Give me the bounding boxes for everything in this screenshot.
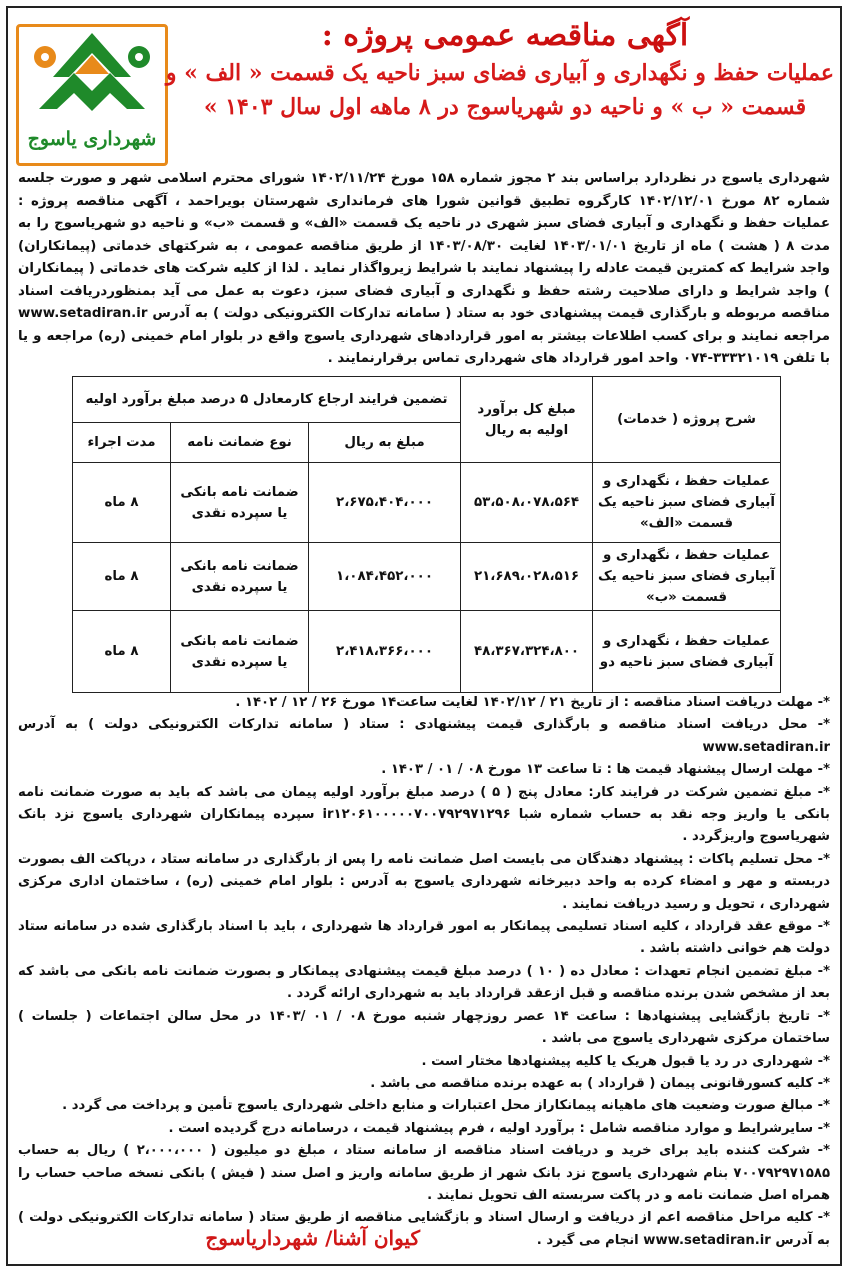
table-row [73, 463, 781, 543]
clause-item: *- مبالغ صورت وضعیت های ماهیانه پیمانکاراز محل اعتبارات و منابع داخلی شهرداری یاسوج تأمین و پرداخت می گردد . [62, 1098, 830, 1114]
logo-text: شهرداری یاسوج [27, 128, 157, 150]
header [8, 8, 840, 166]
tender-table [72, 376, 781, 693]
clause-item: *- مهلت دریافت اسناد مناقصه : از تاریخ ۲۱ / ۱۴۰۲/۱۲ لغایت ساعت۱۴ مورخ ۲۶ / ۱۲ / ۱۴۰۲ . [235, 695, 830, 710]
advertisement-page [6, 6, 842, 1266]
cell-guarantee-type: ضمانت نامه بانکی یا سپرده نقدی [171, 463, 309, 543]
clause-item: *- مهلت ارسال پیشنهاد قیمت ها : تا ساعت ۱۳ مورخ ۰۸ / ۰۱ / ۱۴۰۳ . [381, 762, 830, 778]
cell-duration: ۸ ماه [73, 463, 171, 543]
clause-item: *- سایرشرایط و موارد مناقصه شامل : برآورد اولیه ، فرم پیشنهاد قیمت ، درسامانه درج گردیده است . [168, 1120, 830, 1136]
cell-amount: ۱،۰۸۴،۴۵۲،۰۰۰ [309, 543, 461, 611]
header-description: شرح پروژه ( خدمات) [593, 377, 781, 463]
cell-estimate: ۴۸،۳۶۷،۳۲۴،۸۰۰ [461, 611, 593, 693]
title-block [165, 16, 834, 124]
clause-item: *- محل تسلیم پاکات : پیشنهاد دهندگان می بایست اصل ضمانت نامه را پس از بارگذاری در سامانه ستاد ، درپاکت الف بصورت دربسته و مهر و امضاء کرده به واحد دبیرخانه شهرداری یاسوج به آدرس : بلوار امام خمینی (ره) ، ساختمان اداری مرکزی شهرداری ، تحویل و رسید دریافت نمایند . [18, 851, 830, 912]
header-estimate: مبلغ کل برآورد اولیه به ریال [461, 377, 593, 463]
conditions-list [18, 692, 830, 1252]
header-guarantee-type: نوع ضمانت نامه [171, 423, 309, 463]
header-amount: مبلغ به ریال [309, 423, 461, 463]
cell-guarantee-type: ضمانت نامه بانکی یا سپرده نقدی [171, 611, 309, 693]
cell-estimate: ۲۱،۶۸۹،۰۲۸،۵۱۶ [461, 543, 593, 611]
cell-duration: ۸ ماه [73, 611, 171, 693]
cell-description: عملیات حفظ ، نگهداری و آبیاری فضای سبز ناحیه دو [593, 611, 781, 693]
table-row [73, 543, 781, 611]
clause-item: *- مبلغ تضمین شرکت در فرایند کار: معادل پنج ( ۵ ) درصد مبلغ برآورد اولیه پیمان می باشد که باید به صورت ضمانت نامه بانکی یا واریز وجه نقد به حساب شماره شبا ir۱۲۰۶۱۰۰۰۰۰۷۰۰۷۹۲۹۷۱۲۹۶ سپرده پیمانکاران شهرداری یاسوج نزد بانک شهریاسوج واریزگردد . [18, 784, 830, 845]
intro-paragraph: شهرداری یاسوج در نظردارد براساس بند ۲ مجوز شماره ۱۵۸ مورخ ۱۴۰۲/۱۱/۲۴ شورای محترم اسلامی شهر و صورت جلسه شماره ۸۲ مورخ ۱۴۰۲/۱۲/۰۱ کارگروه تطبیق قوانین شورا های فرمانداری شهرستان بویراحمد ، آگهی مناقصه پروژه : عملیات حفظ و نگهداری و آبیاری فضای سبز شهری در ناحیه یک قسمت «الف» و قسمت «ب» و ناحیه دو شهریاسوج را به مدت ۸ ( هشت ) ماه از تاریخ ۱۴۰۳/۰۱/۰۱ لغایت ۱۴۰۳/۰۸/۳۰ از طریق مناقصه عمومی ، به شرکتهای خدماتی (پیمانکاران) واجد شرایط که کمترین قیمت عادله را پیشنهاد نمایند با شرایط زیرواگذار نماید . لذا از کلیه شرکت های خدماتی ( پیمانکاران ) واجد شرایط و دارای صلاحیت رشته حفظ و نگهداری و آبیاری فضای سبز، دعوت به عمل می آید بمنظوردریافت اسناد مناقصه مربوطه و بارگذاری قیمت پیشنهادی خود به ستاد ( سامانه تدارکات الکترونیکی دولت ) به آدرس www.setadiran.ir مراجعه نمایند و برای کسب اطلاعات بیشتر به امور قراردادهای شهرداری یاسوج واقع در بلوار امام خمینی (ره) مراجعه و یا با تلفن ۳۳۳۲۱۰۱۹-۰۷۴ واحد امور قرارداد های شهرداری تماس برقرارنمایند . [18, 171, 831, 366]
subtitle-line-2: قسمت « ب » و ناحیه دو شهریاسوج در ۸ ماهه اول سال ۱۴۰۳ » [203, 94, 807, 120]
footer-signature: کیوان آشنا/ شهرداریاسوج [205, 1226, 420, 1250]
cell-estimate: ۵۳،۵۰۸،۰۷۸،۵۶۴ [461, 463, 593, 543]
table-row [73, 611, 781, 693]
clause-item: *- کلیه مراحل مناقصه اعم از دریافت و ارسال اسناد و بازگشایی مناقصه از طریق ستاد ( سامانه تدارکات الکترونیکی دولت ) به آدرس www.setadiran.ir انجام می گیرد . [18, 1210, 830, 1248]
cell-amount: ۲،۴۱۸،۳۶۶،۰۰۰ [309, 611, 461, 693]
clause-item: *- موقع عقد قرارداد ، کلیه اسناد تسلیمی پیمانکار به امور قرارداد ها شهرداری ، باید با اسناد بارگذاری شده در سامانه ستاد دولت هم خوانی داشته باشد . [18, 919, 830, 957]
clause-item: *- مبلغ تضمین انجام تعهدات : معادل ده ( ۱۰ ) درصد مبلغ قیمت پیشنهادی پیمانکار و بصورت ضمانت نامه بانکی می باشد که بعد از مشخص شدن برنده مناقصه و قبل ازعقد قرارداد باید به شهرداری ارائه گردد . [18, 963, 830, 1002]
clause-item: *- شهرداری در رد یا قبول هریک یا کلیه پیشنهادها مختار است . [421, 1053, 830, 1069]
page-title: آگهی مناقصه عمومی پروژه : [321, 18, 689, 53]
cell-guarantee-type: ضمانت نامه بانکی یا سپرده نقدی [171, 543, 309, 611]
municipality-logo [16, 24, 168, 166]
subtitle-line-1: عملیات حفظ و نگهداری و آبیاری فضای سبز ناحیه یک قسمت « الف » و [165, 60, 834, 86]
cell-amount: ۲،۶۷۵،۴۰۴،۰۰۰ [309, 463, 461, 543]
header-guarantee-group: تضمین فرایند ارجاع کارمعادل ۵ درصد مبلغ برآورد اولیه [73, 377, 461, 423]
cell-description: عملیات حفظ ، نگهداری و آبیاری فضای سبز ناحیه یک قسمت «ب» [593, 543, 781, 611]
clause-item: *- محل دریافت اسناد مناقصه و بارگذاری قیمت پیشنهادی : ستاد ( سامانه تدارکات الکترونیکی دولت ) به آدرس www.setadiran.ir [18, 717, 830, 755]
cell-description: عملیات حفظ ، نگهداری و آبیاری فضای سبز ناحیه یک قسمت «الف» [593, 463, 781, 543]
clause-item: *- شرکت کننده باید برای خرید و دریافت اسناد مناقصه از سامانه ستاد ، مبلغ دو میلیون ( ۲،۰۰۰،۰۰۰ ) ریال به حساب ۷۰۰۷۹۲۹۷۱۵۸۵ بنام شهرداری یاسوج نزد بانک شهر از طریق سامانه واریز و اصل سند ( فیش ) بانکی نسخه صاحب حساب را همراه اصل ضمانت نامه و در پاکت سربسته الف تحویل نمایند . [18, 1143, 831, 1203]
clause-item: *- تاریخ بازگشایی پیشنهادها : ساعت ۱۴ عصر روزچهار شنبه مورخ ۰۸ / ۰۱ /۱۴۰۳ در محل سالن اجتماعات ( جلسات ) ساختمان مرکزی شهرداری یاسوج می باشد . [18, 1008, 830, 1047]
clause-item: *- کلیه کسورقانونی پیمان ( قرارداد ) به عهده برنده مناقصه می باشد . [370, 1075, 830, 1091]
logo-mountain-icon [19, 27, 165, 163]
header-duration: مدت اجراء [73, 423, 171, 463]
cell-duration: ۸ ماه [73, 543, 171, 611]
